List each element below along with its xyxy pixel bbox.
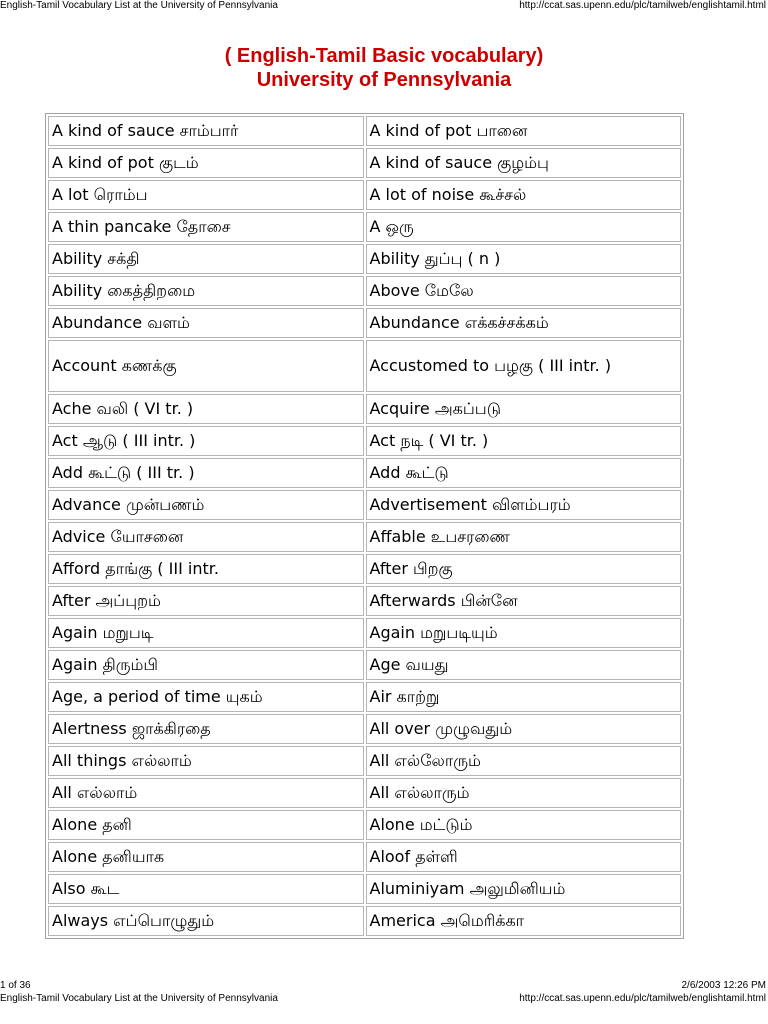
print-header xyxy=(0,0,768,12)
vocab-entry-left: Abundance வளம் xyxy=(48,308,364,338)
footer-url: http://ccat.sas.upenn.edu/plc/tamilweb/englishtamil.html xyxy=(519,993,766,1004)
table-row xyxy=(48,116,681,146)
footer-page-title: English-Tamil Vocabulary List at the University of Pennsylvania xyxy=(0,993,278,1004)
vocab-entry-left: All things எல்லாம் xyxy=(48,746,364,776)
vocab-entry-right: Accustomed to பழகு ( III intr. ) xyxy=(366,340,682,392)
table-row xyxy=(48,426,681,456)
header-url: http://ccat.sas.upenn.edu/plc/tamilweb/englishtamil.html xyxy=(519,0,766,11)
vocab-entry-left: A thin pancake தோசை xyxy=(48,212,364,242)
vocab-entry-left: Add கூட்டு ( III tr. ) xyxy=(48,458,364,488)
vocab-entry-right: Abundance எக்கச்சக்கம் xyxy=(366,308,682,338)
table-row xyxy=(48,212,681,242)
table-row xyxy=(48,458,681,488)
table-row xyxy=(48,906,681,936)
vocab-entry-left: Ability சக்தி xyxy=(48,244,364,274)
table-row xyxy=(48,490,681,520)
footer-datetime: 2/6/2003 12:26 PM xyxy=(681,980,766,991)
vocab-entry-left: Alertness ஜாக்கிரதை xyxy=(48,714,364,744)
vocab-entry-right: All எல்லோரும் xyxy=(366,746,682,776)
vocab-entry-left: Also கூட xyxy=(48,874,364,904)
vocab-entry-left: Advice யோசனை xyxy=(48,522,364,552)
table-row xyxy=(48,650,681,680)
vocab-entry-right: Air காற்று xyxy=(366,682,682,712)
table-row xyxy=(48,148,681,178)
vocab-entry-left: Again மறுபடி xyxy=(48,618,364,648)
vocab-entry-right: Alone மட்டும் xyxy=(366,810,682,840)
table-row xyxy=(48,308,681,338)
table-row xyxy=(48,618,681,648)
table-row xyxy=(48,522,681,552)
table-row xyxy=(48,276,681,306)
vocab-entry-right: All எல்லாரும் xyxy=(366,778,682,808)
vocab-entry-right: Acquire அகப்படு xyxy=(366,394,682,424)
vocab-entry-right: Ability துப்பு ( n ) xyxy=(366,244,682,274)
table-row xyxy=(48,340,681,392)
table-row xyxy=(48,554,681,584)
vocab-entry-left: Again திரும்பி xyxy=(48,650,364,680)
vocab-entry-right: Afterwards பின்னே xyxy=(366,586,682,616)
vocabulary-table-body xyxy=(48,116,681,936)
table-row xyxy=(48,714,681,744)
vocab-entry-left: A kind of pot குடம் xyxy=(48,148,364,178)
vocab-entry-right: Aluminiyam அலுமினியம் xyxy=(366,874,682,904)
vocab-entry-left: All எல்லாம் xyxy=(48,778,364,808)
table-row xyxy=(48,778,681,808)
vocab-entry-right: All over முழுவதும் xyxy=(366,714,682,744)
page-title xyxy=(0,44,768,92)
vocab-entry-left: Alone தனியாக xyxy=(48,842,364,872)
footer-page-count: 1 of 36 xyxy=(0,980,31,991)
vocabulary-table xyxy=(45,113,684,939)
table-row xyxy=(48,746,681,776)
vocab-entry-right: A kind of sauce குழம்பு xyxy=(366,148,682,178)
vocab-entry-left: A kind of sauce சாம்பார் xyxy=(48,116,364,146)
vocab-entry-right: Age வயது xyxy=(366,650,682,680)
vocab-entry-right: Advertisement விளம்பரம் xyxy=(366,490,682,520)
vocab-entry-left: Account கணக்கு xyxy=(48,340,364,392)
vocab-entry-left: Always எப்பொழுதும் xyxy=(48,906,364,936)
table-row xyxy=(48,394,681,424)
title-line-2: University of Pennsylvania xyxy=(256,69,512,91)
vocab-entry-right: America அமெரிக்கா xyxy=(366,906,682,936)
vocab-entry-left: Advance முன்பணம் xyxy=(48,490,364,520)
vocab-entry-right: Aloof தள்ளி xyxy=(366,842,682,872)
table-row xyxy=(48,682,681,712)
vocab-entry-left: Alone தனி xyxy=(48,810,364,840)
vocab-entry-right: A lot of noise கூச்சல் xyxy=(366,180,682,210)
table-row xyxy=(48,586,681,616)
vocab-entry-left: After அப்புறம் xyxy=(48,586,364,616)
vocab-entry-left: Act ஆடு ( III intr. ) xyxy=(48,426,364,456)
vocab-entry-left: Afford தாங்கு ( III intr. xyxy=(48,554,364,584)
print-footer-info xyxy=(0,980,768,992)
title-line-1: ( English-Tamil Basic vocabulary) xyxy=(224,45,544,67)
table-row xyxy=(48,874,681,904)
vocab-entry-left: Ache வலி ( VI tr. ) xyxy=(48,394,364,424)
vocab-entry-right: After பிறகு xyxy=(366,554,682,584)
vocab-entry-right: A ஒரு xyxy=(366,212,682,242)
vocab-entry-right: Affable உபசரணை xyxy=(366,522,682,552)
table-row xyxy=(48,842,681,872)
table-row xyxy=(48,180,681,210)
vocab-entry-left: Age, a period of time யுகம் xyxy=(48,682,364,712)
vocab-entry-right: Again மறுபடியும் xyxy=(366,618,682,648)
vocab-entry-right: Above மேலே xyxy=(366,276,682,306)
vocab-entry-left: A lot ரொம்ப xyxy=(48,180,364,210)
table-row xyxy=(48,244,681,274)
vocab-entry-right: A kind of pot பானை xyxy=(366,116,682,146)
vocab-entry-right: Act நடி ( VI tr. ) xyxy=(366,426,682,456)
vocab-entry-left: Ability கைத்திறமை xyxy=(48,276,364,306)
vocab-entry-right: Add கூட்டு xyxy=(366,458,682,488)
header-page-title: English-Tamil Vocabulary List at the University of Pennsylvania xyxy=(0,0,278,11)
print-footer xyxy=(0,993,768,1005)
table-row xyxy=(48,810,681,840)
